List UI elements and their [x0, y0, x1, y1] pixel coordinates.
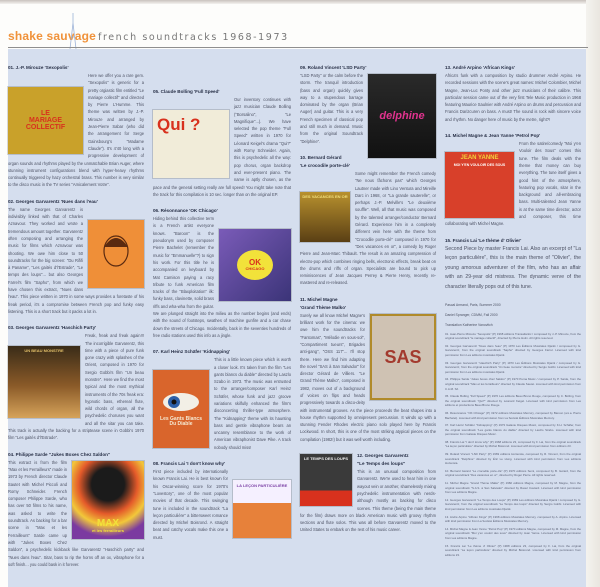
cover-text: DES VACANCES EN OR	[302, 193, 348, 199]
cover-text: MARIAGE	[28, 117, 63, 124]
album-cover-max-et-les-ferrailleurs	[72, 461, 144, 539]
track-09	[300, 64, 436, 145]
credit-entry: 03. Georges Garvarentz "Haschich Party" (P) 1970 Les Éditions Musicales Djanik / composed by G. Garvarentz, from the original soundtrack "Un beau monstre" directed by Sergio Gobbi. Licensed with kind permission from Les éditions musicales Djanik.	[445, 360, 581, 374]
album-cover-sas	[370, 314, 436, 400]
track-10	[300, 154, 436, 287]
credits	[445, 302, 581, 558]
credit-entry: 05. Claude Bolling "Full Speed" (P) 1970 Les éditions Beau Bruno Rouge, composed by C. Bolling, from the original soundtrack "Qui?" directed by Léonard Keigel. Licensed with kind permission from Les éditions et productions Beau Bruno Rouge.	[445, 394, 581, 408]
cover-text: OK	[249, 258, 261, 268]
credit-entry: 07. Karl Heinz Schäfer "Kidnapping" (P) 1973 Galaxie Disques Music, composed by K.H. Schäfer, from the original soundtrack "Les gants blancs du diable" directed by Laszlo Szabo. Licensed with kind permission from Galaxie Disques Music.	[445, 423, 581, 437]
credit-entry: 02. Georges Garvarentz "Nues dans l'eau" (P) 1970 Les Éditions Musicales Djanik / composed by G. Garvarentz, from the original soundtrack "Sapho" directed by Georges Farrel. Licensed with kind permission from Les éditions musicales Djanik.	[445, 343, 581, 357]
credit-entry: 13. André Arpino "African Kings" (P) 1968 éditions Musicales Mercury, composed by A. Arpino. Licensed with kind permission from La Société Éditions Musicales Mercury.	[445, 514, 581, 524]
credit-entry: 10. Bernard Gérard "Le crocodile porte-clé" (P) 1970 éditions Semi, composed by B. Gérard, from the original soundtrack "Des vacances en or", directed by Roger Pierre. All rights reserved.	[445, 468, 581, 478]
column-1	[8, 64, 144, 577]
album-cover-des-vacances-en-or	[300, 192, 350, 242]
cover-text: UN BEAU MONSTRE	[24, 348, 64, 354]
track-14	[445, 132, 581, 228]
track-08	[153, 460, 291, 541]
page-subtitle: french soundtracks 1968-1973	[98, 32, 289, 43]
track-title: 09. Roland Vincent 'LSD Party'	[300, 65, 367, 70]
column-2	[153, 66, 291, 550]
track-title: 05. Claude Bolling 'Full Speed'	[153, 89, 220, 94]
track-description: This is an unusual composition from Garvarentz. We're used to hear him in one wayout vein or another, shamelessly mixing psychedelic instrumentation with nerds-although mostly as backing for disco scenes. This theme (being the main theme for the film) draws more on black American music with groovy rhythm sections and flute solos. This was all before Garvarentz moved to the United States to embark on the rest of his music career.	[300, 469, 436, 533]
track-subtitle: 'Grand Thème Malko'	[300, 304, 347, 310]
credits-translation: Translation Katherine Vanovitch	[445, 322, 493, 327]
page-header	[8, 29, 289, 47]
credit-entry: 11. Michel Magne "Grand Thème Malko" (P) 1982 éditions Magne, composed by M. Magne, from the original soundtrack "S.A.S. à San Salvador" directed by Raoul Coutard. Licensed with kind permission from Les éditions Magne.	[445, 481, 581, 495]
track-description: "LSD Party" or the calm before the storm. The tranquil introduction (bass and organ) quickly gives way to a stupendous barrage dominated by the organ (Brian Auger) and guitar. This is a very French specimen of classical pop and still much in demand. Music from the original Soundtrack "Delphine".	[300, 73, 363, 144]
track-title: 08. Francis Lai 'I don't know why'	[153, 461, 226, 467]
cover-text: Qui ?	[157, 115, 201, 134]
track-11	[300, 296, 436, 443]
track-01	[8, 64, 144, 189]
credit-entry: 04. Philippe Sarde "Jukes boxes chez Saldon" (P) 1970 Pema Music / composed by P. Sarde, from the original soundtrack "Max et les ferrailleurs" directed by Claude Sautet. Licensed with kind permission from C.A.M. Srl.	[445, 377, 581, 391]
track-description: Surely we all know Michel Magne's brilliant work for the cinema: we owe him the soundtracks for "Fantomas", "Mélodie en sous-sol", "Compartiment tueurs", Brigades anti-gang", "OSS 117"... I'll stop there. Here we find him adapting the novel "SAS à San Salvador" for director Gérard de Villiers. "Le Grand Thème Malko", composed in 1982, moves out of a background of voices on flips and heads progressively towards a disco-deity with instrumental grooves. As the piece proceeds the beat shapes into a house rhythm supported by omnipresent percussion. It winds up with a stunning Fender Rhodes electric piano solo played here by Francis Lockwood. In short, this is one of the most striking atypical pieces on the compilation (1982!) but it was well worth including.	[300, 312, 436, 442]
album-cover-sapho	[88, 220, 144, 288]
credit-entry: 06. Résonnance "OK Chicago" (P) 1972 éditions Musicales Mercury, composed by Baroon (a.k.a. Pierre Bachelet). Licensed with kind permission from La Société Éditions Musicales Mercury.	[445, 410, 581, 420]
credit-entry: 15. Francis Lai "Le thème d' Olivier" (P) 1968 éditions 23, composed by F. Lai, from the original soundtrack "La leçon particulière" directed by Michel Boisrond. Licensed with kind permission from éditions 23.	[445, 543, 581, 557]
track-description: This is a little known piece which is worth a closer look. It's taken from the film "Les gants blancs du diable" directed by Laszlo Szabo in 1973. The music was entrusted to the arranger/composer Karl Heinz Schäfer, whose funk and jazz groove variations skilfully enhanced the film's disconcerting thriller-type atmosphere. The "Kidnapping" theme with its haunting bass and gentle vibraphone bears an uncanny resemblance to the work of American vibraphonist Dave Pike. A track nobody should miss!	[214, 357, 291, 450]
credits-design: Daniel Spranger, CDMM, Fall 2000	[445, 312, 498, 317]
brand-title: shake sauvage	[8, 29, 96, 43]
credit-entry: 14. Michel Magne & Jean Yanne "Petrol Pop" (P) 1970 éditions Magne, composed by M. Magne, from the original soundtrack "Moi y'en vouloir des sous" directed by Jean Yanne. Licensed with kind permission from Les éditions Magne.	[445, 526, 581, 540]
track-description: Freak, freak and freak again!!! The incorrigible Garvarentz, this time with a piece of pure funk gone crazy with splashes of the Orient, composed in 1970 for Sergio Gobbi's film "Un beau monstre". Here we find the most typical and the most mythical instruments of the 70s freak era: hypnotic bass, ethereal flute, wild chords of organ, all the psychedelic choruses you want and all the sitar you can take. This track is actually the backing for a striptease scene in Gobbi's 1970 film "Les gaités d'l'Estrade".	[8, 333, 144, 441]
album-cover-les-gants-blancs-du-diable	[153, 370, 209, 448]
track-subtitle: "Le Temps des loups"	[357, 461, 406, 467]
cover-text: LE TEMPS DES LOUPS	[303, 456, 349, 462]
page-right-edge	[586, 0, 600, 587]
credits-author: Pascal Armand, Paris, Summer 2000	[445, 302, 501, 307]
cover-badge	[237, 250, 273, 280]
track-15	[445, 237, 581, 293]
track-12	[300, 452, 436, 534]
track-title: 12. Georges Garvarentz	[357, 453, 409, 459]
track-13	[445, 64, 581, 123]
track-04	[8, 451, 144, 568]
cover-text: JEAN YANNE	[460, 155, 499, 162]
track-description: Second Piece by master Francis Lai. Also an excerpt of "La leçon particulière", this is the main theme of "Olivier", the young amorous adventurer of the film, who has an affair with an 29-year old mistress. The dynamic verve of the character literally pops out of this tune.	[445, 245, 581, 291]
track-title: 01. J.-P. Mirouze 'Sexopolis'	[8, 65, 69, 70]
track-05	[153, 88, 291, 198]
track-description: Africa's funk with a composition by studio drummer André Arpino. He recorded sessions with the scene's great names: Michel Colombier, Michel Magne, Jean-Luc Ponty and other jazz musicians of their calibre. This particular session came out of the very first Tele Music production in 1968 featuring Maurice Saulnier with André Arpino on drums and percussion and Francis Darizcuren on bass. A must! The sound is rock with sincere voice and rhythm. No danger here of music by the metre, right?!	[445, 73, 581, 122]
track-description: From the satire/comedy "Moi y'en Vouloir des Sous" comes this tune. The film deals with the theme that money can buy everything. The tune itself gives a good hint of the atmosphere, featuring pop vocals, sitar in the background and all-embracing bass. Multi-talented Jean Yanne is at the same time director, actor and composer, this time collaborating with Michel Magne.	[445, 141, 581, 227]
track-03	[8, 324, 144, 441]
album-cover-jean-yanne	[445, 152, 514, 218]
track-title: 13. André Arpino 'African Kings'	[445, 65, 515, 70]
cover-text: et les ferrailleurs	[91, 527, 125, 533]
cover-text: CHICAGO	[245, 266, 265, 272]
track-07	[153, 348, 291, 451]
album-cover-qui	[153, 110, 229, 178]
header-rule	[8, 47, 588, 48]
cover-text: SAS	[384, 346, 422, 367]
cover-text: LA LEÇON PARTICULIÈRE	[236, 483, 288, 489]
page-top-edge	[0, 0, 600, 4]
album-cover-delphine	[368, 74, 436, 158]
track-title: 06. Résonnance 'OK Chicago'	[153, 208, 218, 214]
cover-text: MOI Y'EN VOULOIR DES SOUS	[453, 163, 506, 168]
track-subtitle: 'Le crocodile porte-clé'	[300, 162, 350, 168]
credit-entry: 01. Jean-Pierre Mirouze "Sexopolis" (P) 1968 éditions Transatlantic / composed by J.-P. Mirouze, from the original soundtrack "le mariage collectif", directed by Pierre Hulm. All rights reserved.	[445, 331, 581, 341]
cover-text: COLLECTIF	[25, 124, 66, 131]
track-description: Here we offer you a rare gem. "Sexopolis" is generic for a pretty orgiastic film entitled "Le mariage collectif" and directed by Pierre L'Humme. This theme was written by J.-P. Mirouze and arranged by Jean-Pierre Sabar (who did the arrangement for Serge Gainsbourg's "Madame Claude"). It's 4'40 long with a progressive development of organ sounds and rhythms played by the unmatchable Brian Auger, where stunning instrument configurations blend with hyper-heavy rhythms continually triggered by hazy orchestral brass. This number is very similar to the disco music in the TV series "Amicalement Votre".	[8, 73, 144, 188]
credit-entry: 09. Roland Vincent "LSD Party" (P) 1969 éditions Hortensia, composed by R. Vincent, from the original soundtrack "Delphine" directed by Éric Le Hung. Licensed with kind permission from Les éditions Hortensia.	[445, 452, 581, 466]
track-description: The name Georges Garvarentz is indivisibly linked with that of Charles Aznavour. They worked and wrote a tremendous amount together. Garvarentz often composing and arranging the music for films which Aznavour was shooting. We owe him close to 50 soundtracks for the big screen: "Du Rififi à Paname", "Les gaités d'l'Estrade", "Le temps des loups"... but also Georges Farrel's film "Sapho", from which we have chosen this extract, "Nues dans l'eau". This piece written in 1970 in some ways provides a foretaste of his freak period, it's a compromise between French pop and funky easy listening. This is a short track but it packs a lot in.	[8, 206, 144, 314]
eye-illustration	[161, 389, 201, 415]
track-06	[153, 207, 291, 339]
track-description: Hiding behind this collective term is a French artist everyone knows. "Baroon" is the pseudonym used by composer Pierre Bachelet (remember the music for "Emmanuelle"?) to sign his work. For this title he is accompanied on keyboard by Mat Camison paying a racy tribute to funk American film tracks of the "Blaxploitation" ilk: funky bass, clavinette, solid brass riffs and wha-wha from the guitar. We are plunged straight into the milieu as the number begins (and ends) with the sound of footsteps, swathes of machine gunfire and a car chase down the streets of Chicago. Incidentally, back in the seventies hundreds of free radio stations used this info as a jingle.	[153, 216, 291, 338]
album-cover-le-mariage-collectif	[8, 87, 83, 154]
track-02	[8, 198, 144, 315]
cover-text: MAX	[96, 517, 120, 529]
album-cover-le-temps-des-loups	[300, 454, 352, 506]
album-cover-la-lecon-particuliere	[233, 480, 291, 538]
cover-text: LE	[41, 110, 50, 117]
track-title: 07. Karl Heinz Schäfer 'Kidnapping'	[153, 349, 230, 355]
track-description: This extract is from the film "Max et les Ferrailleurs" made in 1973 by French director Claude Sautet with Michel Piccoli and Romy Schneider. French composer Philippe Sarde, who has over 50 films to his name, was asked to write the soundtrack. As backing for a bar scene in "Max et les Ferrailleurs" Sarde came up with "Jukes Boxes Chez Saldon", a psychedelic kickback like Garvarentz "Haschich party" and "Nues dans l'eau". Sitar, bass to rip the horns off an ox, vibraphone for a soft finish... you could bask in it forever.	[8, 459, 144, 567]
eiffel-tower-icon	[72, 13, 74, 48]
credit-entry: 12. Georges Garvarentz "Le Temps des Loups" (P) 1969 Les éditions Musicales Djanik / composed by G. Garvarentz, from the original soundtrack "Le Temps des loups" directed by Sergio Gobbi. Licensed with kind permission from Les éditions musicales Djanik.	[445, 497, 581, 512]
track-title: 14. Michel Magne & Jean Yanne 'Petrol Pop'	[445, 133, 541, 139]
column-3	[300, 64, 436, 543]
track-title: 11. Michel Magne	[300, 296, 338, 302]
track-title: 04. Philippe Sarde "Jukes Boxes Chez Saldon"	[8, 451, 111, 457]
credit-entry: 08. Francis Lai "I don't know why" (P) 1968 éditions 23, composed by F. Lai, from the original soundtrack "La leçon particulière" directed by Michel Boisrond. Licensed with kind permission from éditions 23.	[445, 439, 581, 449]
album-cover-un-beau-monstre	[8, 346, 80, 418]
track-description: First piece included by internationally known Francis Lai. He is best known for his Oscar-winning score for 1970's "Lovestory", one of the most popular movies of that decade. This swinging tune is included in the soundtrack "La leçon particulière" a bittersweet romance directed by Michel Boisrond. A straight beat and catchy vocals make this one a must.	[153, 469, 228, 540]
cover-text: Les Gants Blancs Du Diable	[160, 416, 202, 428]
track-title: 15. Francis Lai 'Le thème d' Olivier'	[445, 237, 522, 243]
track-title: 02. Georges Garvarentz 'Nues dans l'eau'	[8, 198, 98, 204]
album-cover-ok-chicago	[219, 229, 291, 301]
track-description: Some might remember the French comedy "Ne nous fâchons pas" which Georges Lautner made with Lino Ventura and Mireille Darc in 1968, or "La grande sauterelle", or perhaps J.-P. Melville's "Le deuxième souffle". Well, all that music was composed by the talented arranger/conductor Bernard Gérard. Experience him in a completely different vein here with the theme from "Crocodile porte-clé" composed in 1970 for "Des vacances en or", a comedy by Roger Pierre and Jean-Marc Thibault. The result is an amazing compression of electro-pop which combines ringing bells, electronic effects, break beat on the drums and riffs of organ. Specialists are bound to pick up reminiscences of Jean Jacques Perrey & Pierre Henry, recently re-mastered and re-released.	[300, 170, 436, 286]
track-title: 03. Georges Garvarentz 'Haschich Party'	[8, 325, 97, 331]
column-4	[445, 64, 581, 560]
track-title: 10. Bernard Gérard	[300, 154, 342, 160]
cover-text: delphine	[379, 109, 425, 122]
track-description: Our inventory continues with jazz musician Claude Bolling ("Borsalino", "Le Magnifique"...). We have selected the pop theme "Full Speed" written in 1970 for Léonard Keigel's drama "Qui?" with Romy Schneider. Again, this is psychedelic all the way: pop chorus, organ backdrop and ever-present piano. The name is aptly chosen, as the pace and the general setting really are full speed! You might take note that the track for this compilation is 10 sec. longer than on the original EP.	[153, 97, 291, 197]
